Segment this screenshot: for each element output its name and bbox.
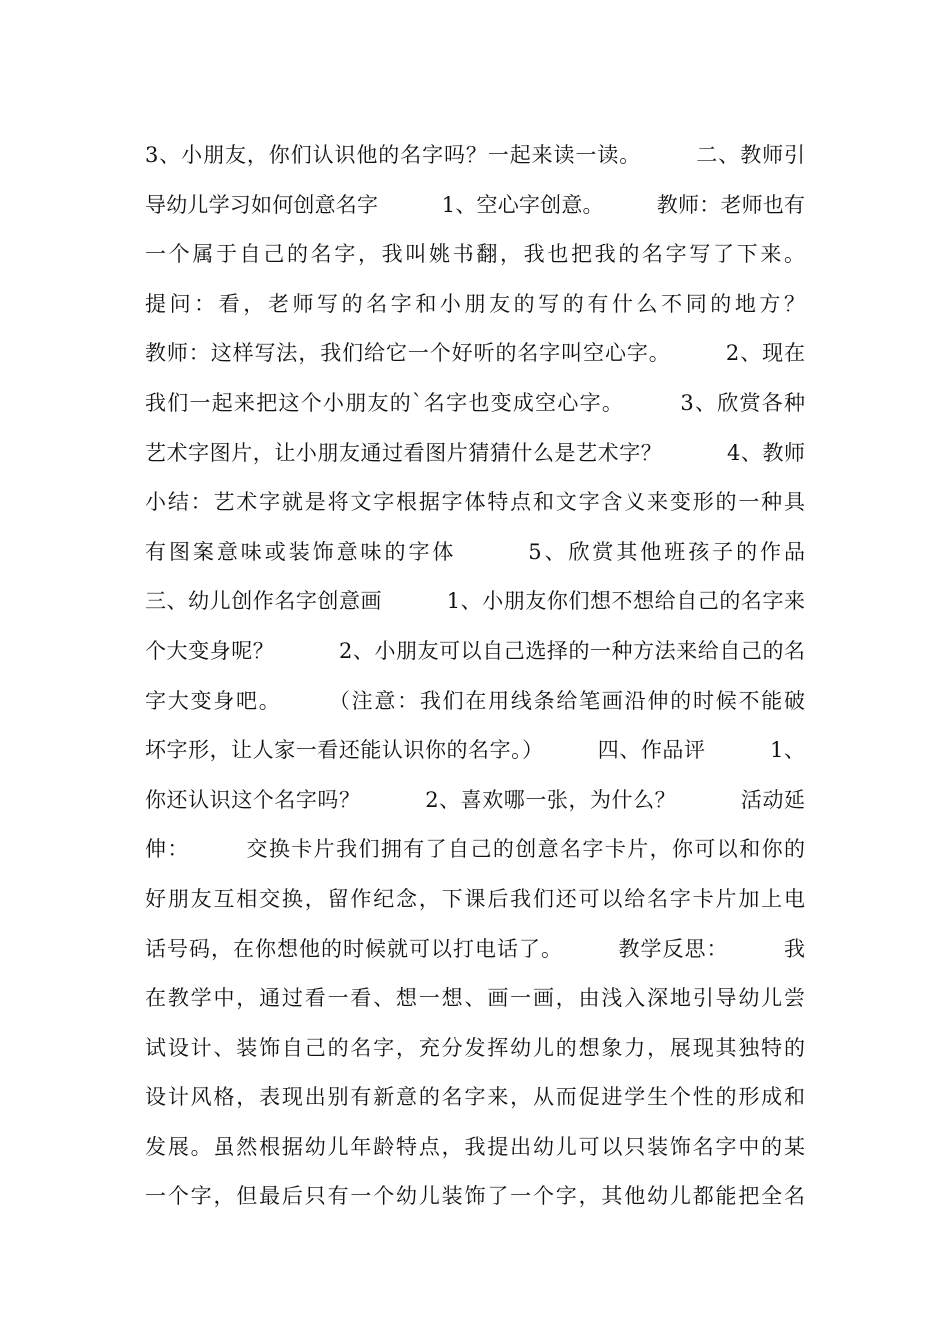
text-line: 艺术字图片，让小朋友通过看图片猜猜什么是艺术字？ 4、教师: [145, 440, 805, 465]
text-line: 伸： 交换卡片我们拥有了自己的创意名字卡片，你可以和你的: [145, 837, 805, 862]
text-line: 字大变身吧。 （注意：我们在用线条给笔画沿伸的时候不能破: [145, 688, 805, 713]
text-line: 有图案意味或装饰意味的字体 5、欣赏其他班孩子的作品: [145, 539, 805, 564]
text-line: 话号码，在你想他的时候就可以打电话了。 教学反思： 我: [145, 936, 805, 961]
text-line: 好朋友互相交换，留作纪念，下课后我们还可以给名字卡片加上电: [145, 886, 805, 911]
text-line: 一个属于自己的名字，我叫姚书翻，我也把我的名字写了下来。: [145, 242, 805, 267]
body-text: [145, 131, 805, 1222]
text-line: 导幼儿学习如何创意名字 1、空心字创意。 教师：老师也有: [145, 192, 805, 217]
text-line: 发展。虽然根据幼儿年龄特点，我提出幼儿可以只装饰名字中的某: [145, 1134, 805, 1159]
text-line: 我们一起来把这个小朋友的`名字也变成空心字。 3、欣赏各种: [145, 390, 805, 415]
text-line: 三、幼儿创作名字创意画 1、小朋友你们想不想给自己的名字来: [145, 589, 805, 614]
text-line: 教师：这样写法，我们给它一个好听的名字叫空心字。 2、现在: [145, 341, 805, 366]
text-line: 小结：艺术字就是将文字根据字体特点和文字含义来变形的一种具: [145, 490, 805, 515]
text-line: 个大变身呢？ 2、小朋友可以自己选择的一种方法来给自己的名: [145, 638, 805, 663]
text-line: 在教学中，通过看一看、想一想、画一画，由浅入深地引导幼儿尝: [145, 986, 805, 1011]
text-line: 坏字形，让人家一看还能认识你的名字。） 四、作品评 1、: [145, 738, 805, 763]
text-line: 提问：看，老师写的名字和小朋友的写的有什么不同的地方？: [145, 291, 805, 316]
text-line: 一个字，但最后只有一个幼儿装饰了一个字，其他幼儿都能把全名: [145, 1184, 805, 1209]
text-line: 3、小朋友，你们认识他的名字吗？一起来读一读。 二、教师引: [145, 143, 805, 167]
text-line: 你还认识这个名字吗？ 2、喜欢哪一张，为什么？ 活动延: [145, 787, 805, 812]
text-line: 试设计、装饰自己的名字，充分发挥幼儿的想象力，展现其独特的: [145, 1035, 805, 1060]
text-line: 设计风格，表现出别有新意的名字来，从而促进学生个性的形成和: [145, 1085, 805, 1110]
